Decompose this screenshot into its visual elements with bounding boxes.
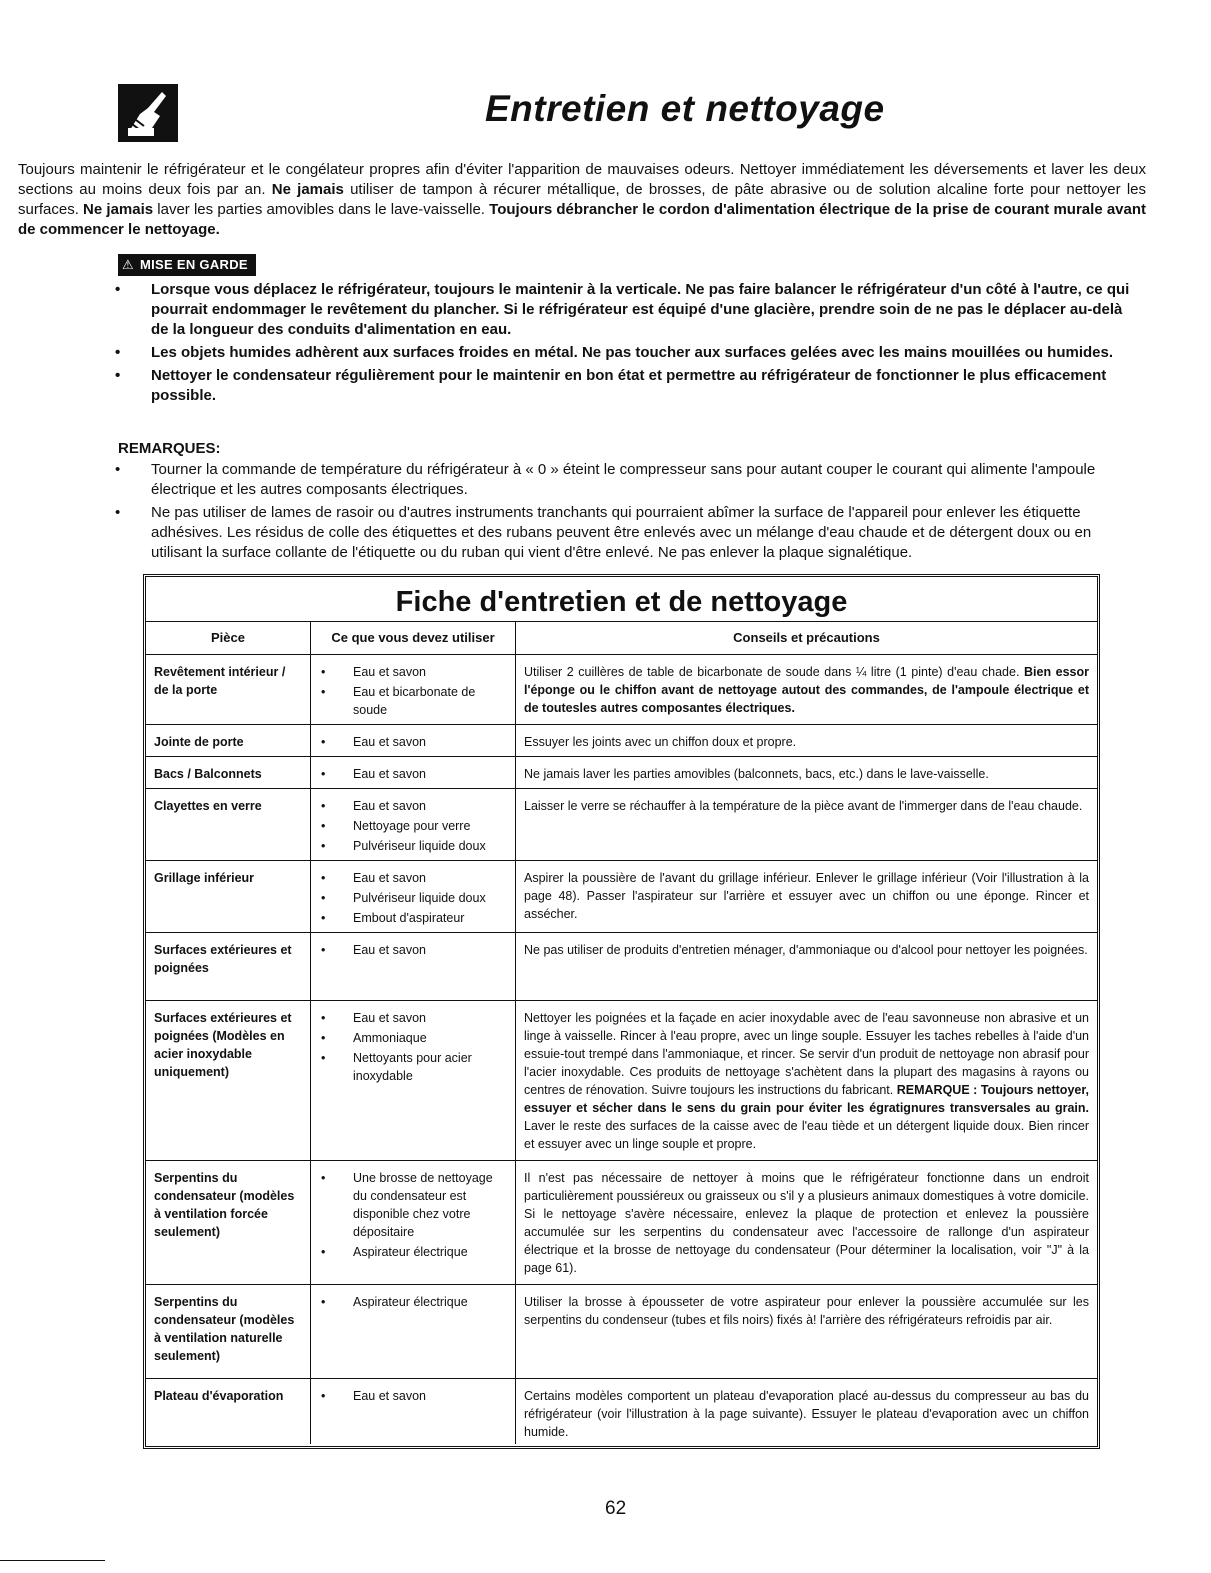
column-header: Pièce [146, 622, 311, 654]
advice-cell [516, 1378, 1098, 1444]
products-cell [311, 724, 516, 756]
advice-text-run: Ne pas utiliser de produits d'entretien ménager, d'ammoniaque ou d'alcool pour nettoyer les poignées. [524, 942, 1088, 957]
remarks-list [115, 460, 1145, 566]
products-cell [311, 654, 516, 724]
piece-cell: Surfaces extérieures et poignées (Modèles en acier inoxydable uniquement) [146, 1000, 311, 1160]
piece-cell: Clayettes en verre [146, 788, 311, 860]
advice-text-run: Bien essor l'éponge ou le chiffon avant de nettoyage autout des commandes, de l'ampoule électrique et de toutesles autres composantes électriques. [524, 664, 1090, 715]
product-item: • Embout d'aspirateur [321, 909, 507, 927]
products-cell [311, 1000, 516, 1160]
advice-text-run: Laisser le verre se réchauffer à la température de la pièce avant de l'immerger dans de l'eau chaude. [524, 798, 1083, 813]
product-item: • Eau et savon [321, 797, 507, 815]
piece-cell: Plateau d'évaporation [146, 1378, 311, 1444]
table-row [146, 654, 1097, 724]
product-item: • Une brosse de nettoyage du condensateur est disponible chez votre dépositaire [321, 1169, 507, 1241]
piece-cell: Revêtement intérieur / de la porte [146, 654, 311, 724]
advice-text-run: Essuyer les joints avec un chiffon doux et propre. [524, 734, 797, 749]
table-row [146, 756, 1097, 788]
footer-rule [0, 1560, 105, 1561]
intro-text-run: Ne jamais [271, 181, 344, 198]
advice-cell [516, 932, 1098, 1000]
page-header [110, 78, 1140, 148]
table-row [146, 788, 1097, 860]
table-row [146, 1284, 1097, 1378]
advice-cell [516, 756, 1098, 788]
hand-cleaning-icon [118, 84, 178, 142]
product-item: • Pulvériseur liquide doux [321, 837, 507, 855]
table-row [146, 932, 1097, 1000]
piece-cell: Serpentins du condensateur (modèles à ventilation naturelle seulement) [146, 1284, 311, 1378]
product-item: • Aspirateur électrique [321, 1293, 507, 1311]
table-row [146, 724, 1097, 756]
product-item: • Eau et bicarbonate de soude [321, 683, 507, 719]
advice-cell [516, 788, 1098, 860]
product-item: • Aspirateur électrique [321, 1243, 507, 1261]
maintenance-table [146, 622, 1097, 1444]
product-item: • Pulvériseur liquide doux [321, 889, 507, 907]
column-header: Conseils et précautions [516, 622, 1098, 654]
table-row [146, 1160, 1097, 1284]
advice-text-run: Utiliser la brosse à épousseter de votre aspirateur pour enlever la poussière accumulée sur les serpentins du condenseur (tubes et fils noirs) fixés à! l'arrière des réfrigérateurs refroidis par air. [524, 1294, 1089, 1327]
advice-text-run: REMARQUE : Toujours nettoyer, essuyer et sécher dans le sens du grain pour éviter les égratignures transversales au grain. [524, 1082, 1089, 1115]
table-row [146, 860, 1097, 932]
advice-text-run: Utiliser 2 cuillères de table de bicarbonate de soude dans ¼ litre (1 pinte) d'eau chade. [524, 664, 1024, 679]
product-item: • Eau et savon [321, 869, 507, 887]
remark-item: • Tourner la commande de température du réfrigérateur à « 0 » éteint le compresseur sans pour autant couper le courant qui alimente l'ampoule électrique et les autres composants électriques. [115, 461, 1096, 498]
table-row [146, 1378, 1097, 1444]
remark-item: • Ne pas utiliser de lames de rasoir ou d'autres instruments tranchants qui pourraient abîmer la surface de l'appareil pour enlever les étiquette adhésives. Les résidus de colle des étiquettes et des rubans peuvent être enlevés avec un mélange d'eau chaude et de détergent doux ou en utilisant la surface collante de l'étiquette ou du ruban qui vient d'être enlevé. Ne pas enlever la plaque signalétique. [115, 504, 1092, 561]
warning-list [115, 280, 1140, 409]
advice-text-run: Ne jamais laver les parties amovibles (balconnets, bacs, etc.) dans le lave-vaisselle. [524, 766, 989, 781]
products-cell [311, 788, 516, 860]
intro-text-run: Ne jamais [83, 201, 154, 218]
maintenance-sheet [143, 574, 1100, 1449]
advice-text-run: Nettoyer les poignées et la façade en acier inoxydable avec de l'eau savonneuse non abrasive et un linge à vaisselle. Rincer à l'eau propre, avec un linge souple. Essuyer les taches rebelles à l'aide d'un essuie-tout trempé dans l'ammoniaque, et rincer. Se servir d'un produit de nettoyage non abrasif pour l'acier inoxydable. Ces produits de nettoyage s'achètent dans la plupart des magasins à rayons ou centres de rénovation. Suivre toujours les instructions du fabricant. [524, 1010, 1089, 1097]
column-header: Ce que vous devez utiliser [311, 622, 516, 654]
warning-icon: ⚠ [122, 257, 134, 272]
warning-item: • Lorsque vous déplacez le réfrigérateur, toujours le maintenir à la verticale. Ne pas faire balancer le réfrigérateur d'un côté à l'autre, ce qui pourrait endommager le revêtement du plancher. Si le réfrigérateur est équipé d'une glacière, prendre soin de ne pas le déplacer au-delà de la longueur des conduits d'alimentation en eau. [115, 281, 1130, 338]
advice-cell [516, 654, 1098, 724]
advice-text-run: Laver le reste des surfaces de la caisse avec de l'eau tiède et un détergent liquide doux. Bien rincer et essuyer avec un linge souple et propre. [524, 1118, 1089, 1151]
warning-badge [118, 254, 256, 276]
product-item: • Eau et savon [321, 765, 507, 783]
warning-item: • Les objets humides adhèrent aux surfaces froides en métal. Ne pas toucher aux surfaces gelées avec les mains mouillées ou humides. [115, 344, 1114, 361]
piece-cell: Grillage inférieur [146, 860, 311, 932]
piece-cell: Bacs / Balconnets [146, 756, 311, 788]
products-cell [311, 932, 516, 1000]
products-cell [311, 756, 516, 788]
remarks-heading: REMARQUES: [118, 440, 221, 457]
intro-text-run: utiliser de tampon à récurer métallique, de brosses, de pâte abrasive ou de solution alcaline forte pour nettoyer les surfaces. [18, 181, 1147, 218]
product-item: • Eau et savon [321, 663, 507, 681]
product-item: • Nettoyants pour acier inoxydable [321, 1049, 507, 1085]
advice-cell [516, 724, 1098, 756]
intro-text-run: laver les parties amovibles dans le lave-vaisselle. [153, 201, 490, 218]
piece-cell: Jointe de porte [146, 724, 311, 756]
advice-cell [516, 860, 1098, 932]
advice-text-run: Certains modèles comportent un plateau d'evaporation placé au-dessus du compresseur au bas du réfrigérateur (voir l'illustration à la page suivante). Essuyer le plateau d'evaporation avec un chiffon humide. [524, 1388, 1089, 1439]
piece-cell: Serpentins du condensateur (modèles à ventilation forcée seulement) [146, 1160, 311, 1284]
page-title: Entretien et nettoyage [485, 88, 885, 129]
warning-badge-label: MISE EN GARDE [139, 257, 248, 272]
product-item: • Eau et savon [321, 1387, 507, 1405]
advice-text-run: Il n'est pas nécessaire de nettoyer à moins que le réfrigérateur fonctionne dans un endroit particulièrement poussiéreux ou graisseux ou s'il y a plusieurs animaux domestiques à votre domicile. Si le nettoyage s'avère nécessaire, enlevez la plaque de protection et enlevez la poussière accumulée sur les serpentins du condensateur avec l'accessoire de rallonge d'un aspirateur électrique et la brosse de nettoyage du condensateur (Pour déterminer la localisation, voir "J" à la page 61). [524, 1170, 1089, 1275]
product-item: • Eau et savon [321, 941, 507, 959]
products-cell [311, 860, 516, 932]
products-cell [311, 1160, 516, 1284]
intro-text-run: Toujours maintenir le réfrigérateur et le congélateur propres afin d'éviter l'apparition de mauvaises odeurs. Nettoyer immédiatement les déversements et laver les deux sections au moins deux fois par an. [18, 161, 1146, 198]
intro-text-run: Toujours débrancher le cordon d'alimentation électrique de la prise de courant murale avant de commencer le nettoyage. [18, 201, 1147, 238]
piece-cell: Surfaces extérieures et poignées [146, 932, 311, 1000]
warning-item: • Nettoyer le condensateur régulièrement pour le maintenir en bon état et permettre au réfrigérateur de fonctionner le plus efficacement possible. [115, 367, 1107, 404]
intro-paragraph [18, 160, 1146, 240]
advice-cell [516, 1284, 1098, 1378]
advice-cell [516, 1000, 1098, 1160]
products-cell [311, 1378, 516, 1444]
advice-text-run: Aspirer la poussière de l'avant du grillage inférieur. Enlever le grillage inférieur (Voir l'illustration à la page 48). Passer l'aspirateur sur l'arrière et essuyer avec un chiffon ou une éponge. Rincer et assécher. [524, 870, 1089, 921]
table-row [146, 1000, 1097, 1160]
page-number: 62 [605, 1498, 627, 1519]
sheet-title: Fiche d'entretien et de nettoyage [146, 577, 1097, 622]
product-item: • Eau et savon [321, 1009, 507, 1027]
products-cell [311, 1284, 516, 1378]
product-item: • Nettoyage pour verre [321, 817, 507, 835]
product-item: • Eau et savon [321, 733, 507, 751]
product-item: • Ammoniaque [321, 1029, 507, 1047]
advice-cell [516, 1160, 1098, 1284]
